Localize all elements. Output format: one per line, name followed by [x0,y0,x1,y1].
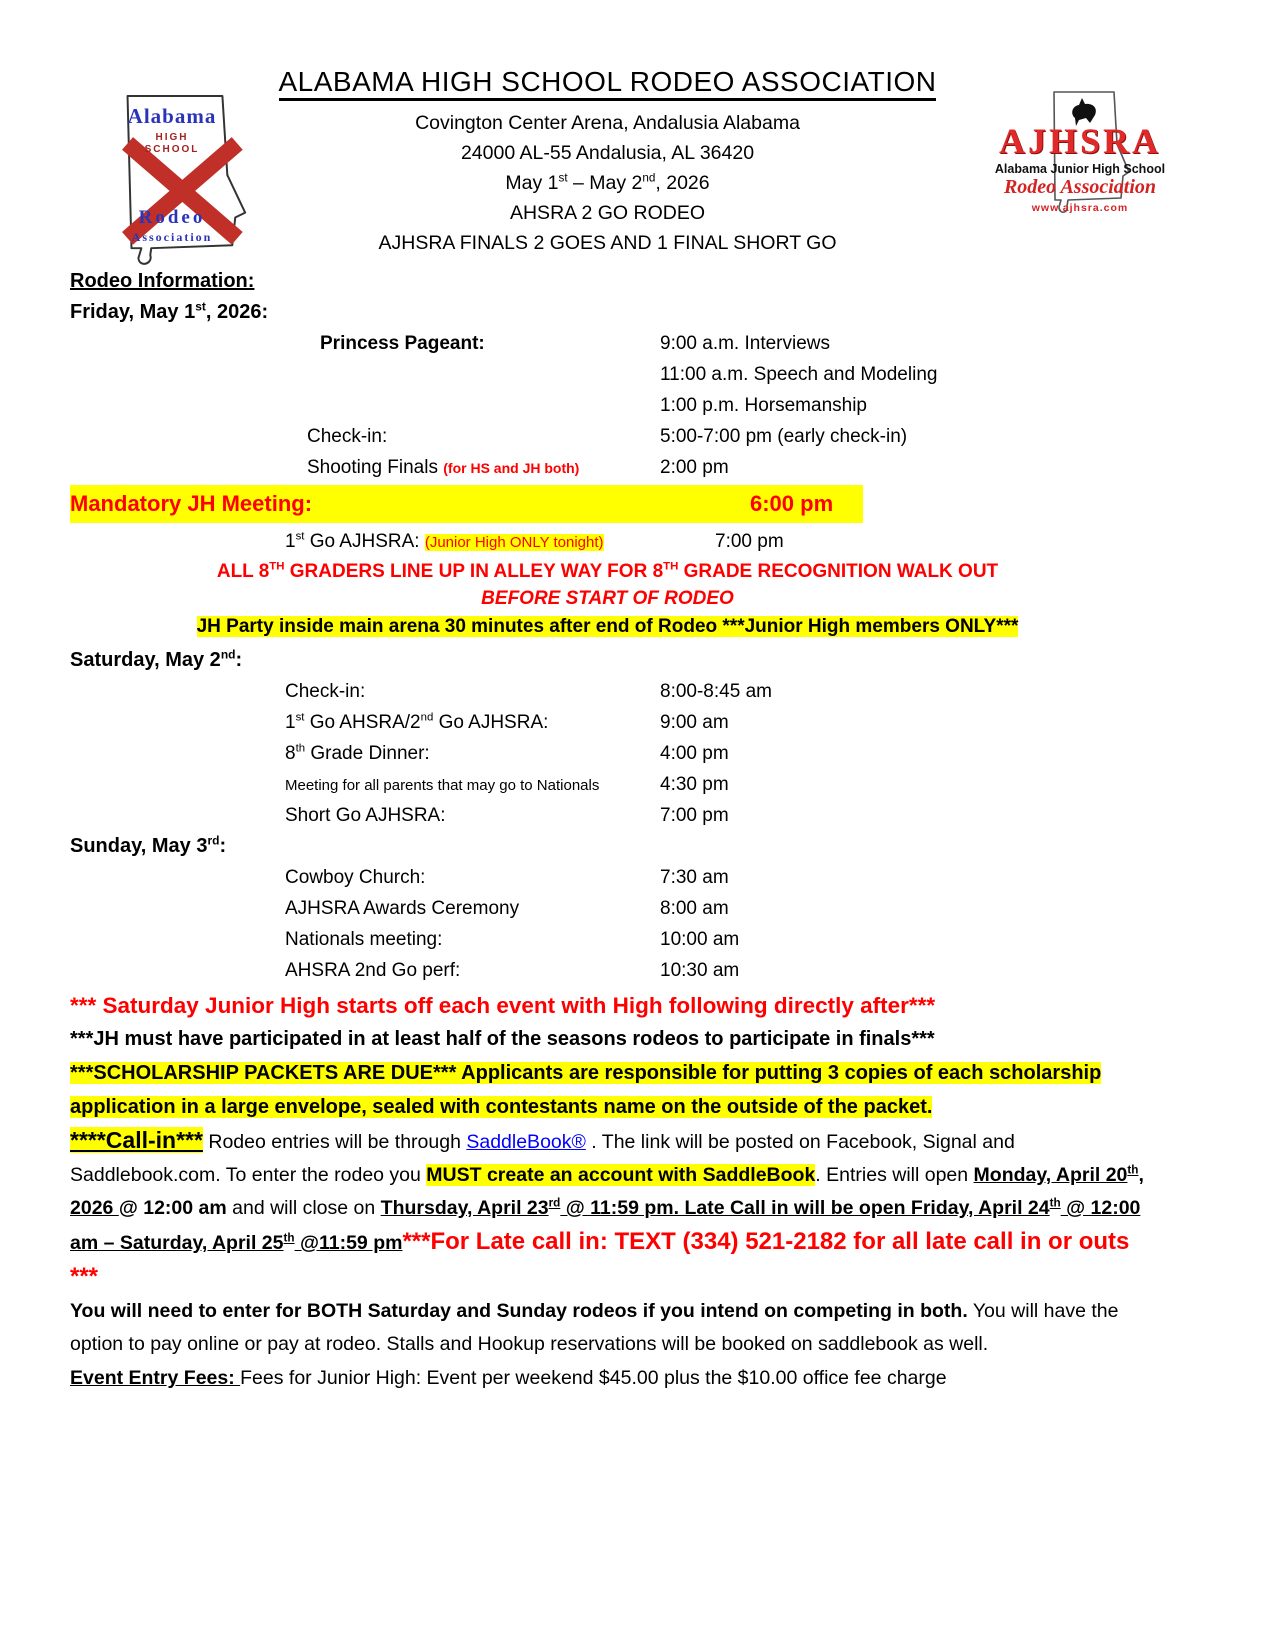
text-segment: Monday, April 20 [973,1164,1128,1186]
row-time [660,390,867,421]
row-time [660,769,729,800]
text-segment: @ 12:00 am [118,1197,227,1219]
text-segment: st [295,530,305,543]
document-header [70,66,1145,258]
ajhsra-logo-school-line: Alabama Junior High School [994,162,1166,176]
row-time [660,924,739,955]
schedule-row-shooting-finals [70,452,1145,483]
text-segment: Nationals meeting: [285,929,443,950]
friday-heading [70,297,1145,328]
text-segment: You will have the option to pay online or pay at rodeo. Stalls and Hookup reservations will be booked on saddlebook as well. [70,1300,1119,1355]
text-segment: BEFORE START OF RODEO [481,588,734,609]
row-label [285,525,604,559]
schedule-row-friday-checkin [70,421,1145,452]
text-segment: You will need to enter for BOTH Saturday and Sunday rodeos if you intend on competing in both. [70,1300,968,1322]
text-segment: 5:00-7:00 pm (early check-in) [660,426,908,447]
text-segment: Sunday, May 3 [70,835,208,857]
row-time [750,485,833,523]
row-label [307,421,387,452]
text-segment: 9:00 a.m. Interviews [660,333,831,354]
row-label [285,893,519,924]
text-segment: ****Call-in*** [70,1127,203,1153]
event-line-2: AJHSRA FINALS 2 GOES AND 1 FINAL SHORT GO [378,232,837,254]
text-segment: ***For Late call in: TEXT (334) 521-2182 for all late call in or outs *** [70,1228,1130,1290]
schedule-row-nationals-parents-meeting [70,769,1145,800]
schedule-row-speech-modeling [70,359,1145,390]
notice-before-start [70,585,1145,612]
text-segment: 10:00 am [660,929,740,950]
text-segment: Princess Pageant: [320,333,485,354]
text-segment: Friday, May 1 [70,301,196,323]
notice-jh-participation [70,1023,1145,1056]
text-segment: 9:00 am [660,712,729,733]
ahsra-logo-name: Alabama [127,104,217,128]
text-segment: – May 2 [567,172,643,194]
text-segment: 7:00 pm [715,531,784,552]
text-segment: (Junior High ONLY tonight) [424,534,604,551]
text-segment: 1 [285,531,296,552]
schedule-row-awards-ceremony [70,893,1145,924]
row-label [285,738,430,769]
document-body [70,266,1145,1395]
text-segment: ***JH must have participated in at least half of the seasons rodeos to participate in finals*** [70,1028,935,1050]
text-segment: TH [269,560,285,573]
text-segment: : [219,835,227,857]
text-segment: Go AJHSRA: [304,531,425,552]
schedule-row-saturday-checkin [70,676,1145,707]
text-segment: Check-in: [285,681,366,702]
text-segment: 2:00 pm [660,457,729,478]
text-segment: 7:30 am [660,867,729,888]
text-segment: st [195,299,206,314]
text-segment: GRADERS LINE UP IN ALLEY WAY FOR 8 [284,561,664,582]
notice-scholarship-packets [70,1056,1145,1124]
row-label [285,800,446,831]
date-line [70,168,1145,198]
notice-saturday-order [70,989,1145,1023]
text-segment: @ 11:59 pm. Late Call in will be open Friday, April 24 [560,1197,1050,1219]
row-label [307,452,579,484]
row-time [660,359,937,390]
text-segment: nd [420,711,434,724]
text-segment: @ 12:00 am – Saturday, April 25 [70,1197,1141,1254]
paragraph-event-entry-fees [70,1362,1145,1395]
text-segment: Go AJHSRA: [433,712,549,733]
text-segment: rd [548,1196,561,1210]
ajhsra-logo-acronym: AJHSRA [998,121,1162,161]
row-time [660,800,729,831]
text-segment: 8:00 am [660,898,729,919]
row-label [285,707,548,738]
schedule-row-8th-grade-dinner [70,738,1145,769]
text-segment: Cowboy Church: [285,867,426,888]
row-time [715,525,784,558]
text-segment: AHSRA 2nd Go perf: [285,960,461,981]
text-segment: Rodeo entries will be through [202,1131,467,1153]
text-segment: @11:59 pm [294,1232,403,1254]
text-segment: 6:00 pm [750,491,834,516]
text-segment: ALL 8 [216,561,270,582]
event-line-1: AHSRA 2 GO RODEO [509,202,706,224]
text-segment: Fees for Junior High: Event per weekend $45.00 plus the $10.00 office fee charge [240,1367,947,1389]
ahsra-logo-high: HIGH [155,132,189,143]
address-line: 24000 AL-55 Andalusia, AL 36420 [460,142,755,164]
row-label [285,862,425,893]
ahsra-logo-rodeo: Rodeo [138,207,206,228]
text-segment: 7:00 pm [660,805,729,826]
text-segment: TH [663,560,679,573]
text-segment: 11:00 a.m. Speech and Modeling [660,364,938,385]
text-segment: (for HS and JH both) [443,460,580,476]
text-segment: 4:00 pm [660,743,729,764]
text-segment: Event Entry Fees: [70,1367,241,1389]
venue-line: Covington Center Arena, Andalusia Alabama [415,112,800,134]
saddlebook-link[interactable]: SaddleBook® [466,1131,586,1153]
text-segment: Saturday, May 2 [70,649,221,671]
text-segment: JH Party inside main arena 30 minutes after end of Rodeo ***Junior High members ONLY*** [196,616,1019,637]
text-segment: Meeting for all parents that may go to Nationals [285,777,600,794]
row-time [660,738,729,769]
text-segment: th [1049,1196,1061,1210]
schedule-row-horsemanship [70,390,1145,421]
text-segment: ***SCHOLARSHIP PACKETS ARE DUE*** Applicants are responsible for putting 3 copies of each scholarship application in a large envelope, sealed with contestants name on the outside of the packet. [70,1062,1102,1118]
text-segment: nd [220,647,236,662]
notice-jh-party [70,612,1145,642]
text-segment: 10:30 am [660,960,740,981]
text-segment: : [235,649,243,671]
text-segment: . The link will be posted on Facebook, Signal and Saddlebook.com. To enter the rodeo you [70,1131,1015,1186]
schedule-row-nationals-meeting [70,924,1145,955]
text-segment: 8:00-8:45 am [660,681,772,702]
row-label [320,328,485,359]
ajhsra-logo-url: www.ajhsra.com [1031,202,1129,214]
text-segment: 1 [285,712,296,733]
text-segment: st [558,171,568,185]
text-segment: , 2026: [205,301,269,323]
text-segment: 1:00 p.m. Horsemanship [660,395,867,416]
text-segment: th [283,1231,295,1245]
text-segment: Grade Dinner: [305,743,430,764]
text-segment: MUST create an account with SaddleBook [426,1164,816,1186]
text-segment: and will close on [226,1197,381,1219]
paragraph-call-in [70,1124,1145,1295]
schedule-row-mandatory-jh-meeting [70,485,1145,523]
row-time [660,676,772,707]
schedule-row-ahsra-2nd-go [70,955,1145,986]
row-time [660,893,729,924]
text-segment: May 1 [505,172,559,194]
row-time [660,707,729,738]
text-segment: th [295,742,306,755]
text-segment: AJHSRA Awards Ceremony [285,898,520,919]
rodeo-information-heading: Rodeo Information: [70,270,255,292]
ahsra-logo-school: SCHOOL [144,144,200,155]
text-segment: , 2026 [655,172,710,194]
row-time [660,421,907,452]
text-segment: st [295,711,305,724]
text-segment: . Entries will open [815,1164,974,1186]
ajhsra-logo-script: Rodeo Association [1003,176,1157,198]
page-title: ALABAMA HIGH SCHOOL RODEO ASSOCIATION [70,66,1145,98]
saturday-heading [70,645,1145,676]
row-label [285,676,365,707]
schedule-row-cowboy-church [70,862,1145,893]
notice-8th-grade-walkout [70,558,1145,585]
text-segment: , 2026 [70,1164,1144,1219]
row-label [285,955,460,986]
sunday-heading [70,831,1145,862]
row-time [660,328,830,359]
text-segment: Check-in: [307,426,388,447]
text-segment: 8 [285,743,296,764]
row-time [660,955,739,986]
schedule-row-short-go-ajhsra [70,800,1145,831]
text-segment: GRADE RECOGNITION WALK OUT [678,561,999,582]
text-segment: rd [207,833,220,848]
text-segment: Short Go AJHSRA: [285,805,446,826]
row-label [285,769,599,801]
row-time [660,862,729,893]
text-segment: 4:30 pm [660,774,729,795]
row-label [285,924,442,955]
schedule-row-1st-go-ajhsra [70,525,1145,558]
text-segment: Shooting Finals [307,457,444,478]
text-segment: nd [642,171,656,185]
row-time [660,452,729,483]
text-segment: Mandatory JH Meeting: [70,491,313,516]
text-segment: Thursday, April 23 [380,1197,549,1219]
text-segment: th [1127,1163,1139,1177]
row-label [70,485,312,523]
ahsra-logo-association: Association [131,230,213,244]
text-segment: *** Saturday Junior High starts off each event with High following directly after*** [70,993,936,1018]
paragraph-enter-both [70,1295,1145,1361]
text-segment: Go AHSRA/2 [304,712,421,733]
schedule-row-princess-pageant [70,328,1145,359]
schedule-row-1st-go-ahsra [70,707,1145,738]
